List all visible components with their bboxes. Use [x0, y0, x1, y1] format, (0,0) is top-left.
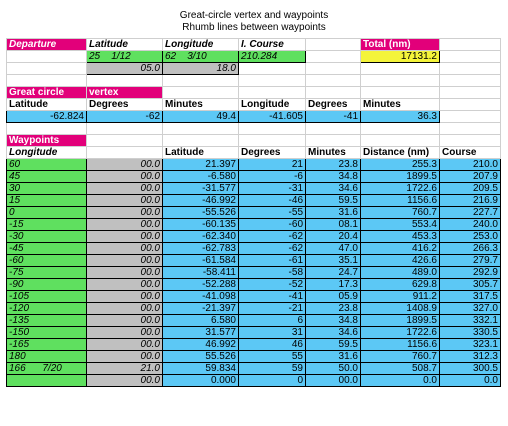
- waypoint-latitude-cell[interactable]: 55.526: [163, 351, 239, 363]
- waypoint-lat-minutes-cell[interactable]: 08.1: [306, 219, 361, 231]
- spacer-row: [7, 75, 501, 87]
- waypoint-longitude-cell[interactable]: -150: [7, 327, 87, 339]
- empty-cell[interactable]: [7, 63, 87, 75]
- waypoint-row: [7, 219, 501, 231]
- waypoint-minutes-cell[interactable]: 00.0: [87, 159, 163, 171]
- waypoint-latitude-cell[interactable]: 21.397: [163, 159, 239, 171]
- total-label[interactable]: Total (nm): [361, 39, 440, 51]
- waypoint-course-cell[interactable]: 253.0: [440, 231, 501, 243]
- latitude-header[interactable]: Latitude: [87, 39, 163, 51]
- waypoint-row: [7, 267, 501, 279]
- total-value-cell[interactable]: 17131.2: [361, 51, 440, 63]
- waypoint-course-cell[interactable]: 323.1: [440, 339, 501, 351]
- waypoint-distance-cell[interactable]: 1156.6: [361, 195, 440, 207]
- waypoint-latitude-cell[interactable]: -52.288: [163, 279, 239, 291]
- waypoint-distance-cell[interactable]: 489.0: [361, 267, 440, 279]
- waypoint-degrees-cell[interactable]: -52: [239, 279, 306, 291]
- departure-decimal-row: [7, 63, 501, 75]
- waypoint-latitude-cell[interactable]: 31.577: [163, 327, 239, 339]
- waypoints-header-cell[interactable]: Longitude: [7, 147, 87, 159]
- empty-cell[interactable]: [306, 39, 361, 51]
- empty-cell[interactable]: [306, 123, 361, 135]
- longitude-header[interactable]: Longitude: [163, 39, 239, 51]
- empty-cell[interactable]: [87, 135, 163, 147]
- empty-cell[interactable]: [361, 87, 440, 99]
- empty-cell[interactable]: [306, 75, 361, 87]
- empty-cell[interactable]: [163, 123, 239, 135]
- empty-cell[interactable]: [361, 135, 440, 147]
- waypoint-distance-cell[interactable]: 1408.9: [361, 303, 440, 315]
- waypoint-longitude-cell[interactable]: -105: [7, 291, 87, 303]
- waypoint-latitude-cell[interactable]: -41.098: [163, 291, 239, 303]
- waypoint-lat-minutes-cell[interactable]: 59.5: [306, 195, 361, 207]
- waypoint-minutes-cell[interactable]: 00.0: [87, 231, 163, 243]
- waypoint-longitude-cell[interactable]: -75: [7, 267, 87, 279]
- empty-cell[interactable]: [7, 75, 87, 87]
- waypoint-minutes-cell[interactable]: 00.0: [87, 183, 163, 195]
- waypoint-lat-minutes-cell[interactable]: 31.6: [306, 351, 361, 363]
- waypoint-degrees-cell[interactable]: 6: [239, 315, 306, 327]
- waypoint-course-cell[interactable]: 210.0: [440, 159, 501, 171]
- vertex-title-row: [7, 87, 501, 99]
- waypoint-row: [7, 183, 501, 195]
- waypoint-row: [7, 243, 501, 255]
- vertex-header-cell[interactable]: Longitude: [239, 99, 306, 111]
- waypoint-lat-minutes-cell[interactable]: 23.8: [306, 159, 361, 171]
- waypoint-degrees-cell[interactable]: 21: [239, 159, 306, 171]
- waypoint-distance-cell[interactable]: 255.3: [361, 159, 440, 171]
- vertex-header-cell[interactable]: Latitude: [7, 99, 87, 111]
- empty-cell[interactable]: [440, 87, 501, 99]
- waypoint-minutes-cell[interactable]: 00.0: [87, 303, 163, 315]
- waypoint-degrees-cell[interactable]: -46: [239, 195, 306, 207]
- waypoint-longitude-cell[interactable]: -60: [7, 255, 87, 267]
- waypoint-course-cell[interactable]: 330.5: [440, 327, 501, 339]
- waypoint-lat-minutes-cell[interactable]: 34.6: [306, 183, 361, 195]
- waypoint-lat-minutes-cell[interactable]: 34.8: [306, 171, 361, 183]
- waypoint-lat-minutes-cell[interactable]: 59.5: [306, 339, 361, 351]
- waypoint-distance-cell[interactable]: 1899.5: [361, 171, 440, 183]
- waypoint-row: [7, 207, 501, 219]
- waypoint-degrees-cell[interactable]: 55: [239, 351, 306, 363]
- empty-cell[interactable]: [440, 39, 501, 51]
- empty-cell[interactable]: [440, 51, 501, 63]
- vertex-label-a[interactable]: Great circle: [7, 87, 87, 99]
- waypoint-latitude-cell[interactable]: 0.000: [163, 375, 239, 387]
- departure-lon-deg: 62: [165, 50, 177, 62]
- waypoints-header-cell[interactable]: Degrees: [239, 147, 306, 159]
- waypoint-degrees-cell[interactable]: -62: [239, 243, 306, 255]
- waypoint-latitude-cell[interactable]: -60.135: [163, 219, 239, 231]
- waypoint-distance-cell[interactable]: 1722.6: [361, 327, 440, 339]
- waypoint-latitude-cell[interactable]: -6.580: [163, 171, 239, 183]
- waypoint-degrees-cell[interactable]: -6: [239, 171, 306, 183]
- waypoint-latitude-cell[interactable]: -62.783: [163, 243, 239, 255]
- waypoint-distance-cell[interactable]: 1722.6: [361, 183, 440, 195]
- waypoint-degrees-cell[interactable]: -31: [239, 183, 306, 195]
- empty-cell[interactable]: [440, 111, 501, 123]
- waypoint-latitude-cell[interactable]: -58.411: [163, 267, 239, 279]
- waypoints-header-cell[interactable]: [87, 147, 163, 159]
- empty-cell[interactable]: [306, 51, 361, 63]
- waypoint-latitude-cell[interactable]: -61.584: [163, 255, 239, 267]
- waypoint-degrees-cell[interactable]: -41: [239, 291, 306, 303]
- departure-course-cell[interactable]: 210.284: [239, 51, 306, 63]
- waypoint-minutes-cell[interactable]: 00.0: [87, 195, 163, 207]
- waypoint-row: [7, 195, 501, 207]
- waypoint-distance-cell[interactable]: 1156.6: [361, 339, 440, 351]
- waypoint-lat-minutes-cell[interactable]: 31.6: [306, 207, 361, 219]
- waypoint-course-cell[interactable]: 209.5: [440, 183, 501, 195]
- empty-cell[interactable]: [239, 135, 306, 147]
- waypoint-minutes-cell[interactable]: 00.0: [87, 327, 163, 339]
- waypoint-course-cell[interactable]: 305.7: [440, 279, 501, 291]
- waypoint-course-cell[interactable]: 332.1: [440, 315, 501, 327]
- waypoint-distance-cell[interactable]: 760.7: [361, 351, 440, 363]
- waypoint-minutes-cell[interactable]: 00.0: [87, 207, 163, 219]
- empty-cell[interactable]: [163, 135, 239, 147]
- waypoint-course-cell[interactable]: 216.9: [440, 195, 501, 207]
- waypoint-degrees-cell[interactable]: 59: [239, 363, 306, 375]
- empty-cell[interactable]: [239, 87, 306, 99]
- vertex-header-cell[interactable]: Degrees: [87, 99, 163, 111]
- waypoint-course-cell[interactable]: 292.9: [440, 267, 501, 279]
- spacer-row: [7, 123, 501, 135]
- departure-lon-frac: 3/10: [187, 50, 207, 62]
- waypoint-lat-minutes-cell[interactable]: 20.4: [306, 231, 361, 243]
- waypoint-course-cell[interactable]: 317.5: [440, 291, 501, 303]
- departure-latitude-cell[interactable]: [87, 51, 163, 63]
- waypoint-degrees-cell[interactable]: 0: [239, 375, 306, 387]
- vertex-header-cell[interactable]: Degrees: [306, 99, 361, 111]
- waypoint-row: [7, 339, 501, 351]
- waypoint-longitude-cell[interactable]: -90: [7, 279, 87, 291]
- departure-lat-deg: 25: [89, 50, 101, 62]
- waypoint-lat-minutes-cell[interactable]: 23.8: [306, 303, 361, 315]
- waypoint-degrees-cell[interactable]: 31: [239, 327, 306, 339]
- waypoint-longitude-cell[interactable]: [7, 375, 87, 387]
- waypoint-minutes-cell[interactable]: 00.0: [87, 339, 163, 351]
- empty-cell[interactable]: [306, 135, 361, 147]
- waypoint-lat-minutes-cell[interactable]: 35.1: [306, 255, 361, 267]
- waypoint-course-cell[interactable]: 327.0: [440, 303, 501, 315]
- waypoint-latitude-cell[interactable]: -46.992: [163, 195, 239, 207]
- waypoint-row: [7, 255, 501, 267]
- waypoint-row: [7, 279, 501, 291]
- waypoint-degrees-cell[interactable]: -21: [239, 303, 306, 315]
- vertex-value-cell[interactable]: -41.605: [239, 111, 306, 123]
- waypoints-header-cell[interactable]: Latitude: [163, 147, 239, 159]
- waypoint-minutes-cell[interactable]: 00.0: [87, 255, 163, 267]
- departure-lat-decimal[interactable]: 05.0: [87, 63, 163, 75]
- waypoint-longitude-cell[interactable]: 45: [7, 171, 87, 183]
- waypoint-row: [7, 171, 501, 183]
- waypoint-row: [7, 327, 501, 339]
- waypoint-longitude-cell[interactable]: -15: [7, 219, 87, 231]
- empty-cell[interactable]: [440, 123, 501, 135]
- waypoint-row: [7, 231, 501, 243]
- waypoint-distance-cell[interactable]: 1899.5: [361, 315, 440, 327]
- waypoint-latitude-cell[interactable]: -31.577: [163, 183, 239, 195]
- waypoint-longitude-cell[interactable]: -30: [7, 231, 87, 243]
- waypoint-distance-cell[interactable]: 760.7: [361, 207, 440, 219]
- waypoint-distance-cell[interactable]: 453.3: [361, 231, 440, 243]
- waypoint-lat-minutes-cell[interactable]: 24.7: [306, 267, 361, 279]
- waypoint-longitude-cell[interactable]: -45: [7, 243, 87, 255]
- vertex-header-cell[interactable]: Minutes: [361, 99, 440, 111]
- empty-cell[interactable]: [87, 75, 163, 87]
- waypoint-course-cell[interactable]: 279.7: [440, 255, 501, 267]
- sheet-subtitle: Rhumb lines between waypoints: [182, 22, 326, 33]
- waypoint-minutes-cell[interactable]: 00.0: [87, 291, 163, 303]
- waypoint-minutes-cell[interactable]: 00.0: [87, 243, 163, 255]
- waypoint-row: [7, 375, 501, 387]
- waypoint-minutes-cell[interactable]: 00.0: [87, 375, 163, 387]
- empty-cell[interactable]: [306, 63, 361, 75]
- waypoint-minutes-cell[interactable]: 21.0: [87, 363, 163, 375]
- sheet-title: Great-circle vertex and waypoints: [179, 10, 329, 21]
- waypoint-row: [7, 303, 501, 315]
- waypoint-distance-cell[interactable]: 0.0: [361, 375, 440, 387]
- waypoint-course-cell[interactable]: 207.9: [440, 171, 501, 183]
- waypoint-row: [7, 363, 501, 375]
- waypoint-distance-cell[interactable]: 426.6: [361, 255, 440, 267]
- waypoint-longitude-cell[interactable]: -165: [7, 339, 87, 351]
- waypoint-latitude-cell[interactable]: -21.397: [163, 303, 239, 315]
- waypoint-course-cell[interactable]: 300.5: [440, 363, 501, 375]
- departure-longitude-cell[interactable]: [163, 51, 239, 63]
- waypoint-distance-cell[interactable]: 629.8: [361, 279, 440, 291]
- empty-cell[interactable]: [239, 75, 306, 87]
- waypoint-longitude-cell[interactable]: 166 7/20: [7, 363, 87, 375]
- waypoint-latitude-cell[interactable]: -55.526: [163, 207, 239, 219]
- waypoints-title-row: [7, 135, 501, 147]
- empty-cell[interactable]: [7, 51, 87, 63]
- waypoint-row: [7, 351, 501, 363]
- vertex-label-b[interactable]: vertex: [87, 87, 163, 99]
- waypoint-longitude-cell[interactable]: 15: [7, 195, 87, 207]
- empty-cell[interactable]: [440, 63, 501, 75]
- departure-label[interactable]: Departure: [7, 39, 87, 51]
- waypoint-distance-cell[interactable]: 508.7: [361, 363, 440, 375]
- empty-cell[interactable]: [306, 87, 361, 99]
- waypoint-lat-minutes-cell[interactable]: 34.6: [306, 327, 361, 339]
- waypoint-degrees-cell[interactable]: -62: [239, 231, 306, 243]
- waypoint-minutes-cell[interactable]: 00.0: [87, 267, 163, 279]
- waypoint-longitude-cell[interactable]: -120: [7, 303, 87, 315]
- spreadsheet-grid: [6, 38, 501, 387]
- vertex-value-cell[interactable]: 36.3: [361, 111, 440, 123]
- waypoint-minutes-cell[interactable]: 00.0: [87, 279, 163, 291]
- vertex-value-cell[interactable]: 49.4: [163, 111, 239, 123]
- waypoints-label[interactable]: Waypoints: [7, 135, 87, 147]
- vertex-value-cell[interactable]: -62: [87, 111, 163, 123]
- waypoint-lat-minutes-cell[interactable]: 47.0: [306, 243, 361, 255]
- waypoint-longitude-cell[interactable]: 0: [7, 207, 87, 219]
- vertex-value-cell[interactable]: -62.824: [7, 111, 87, 123]
- empty-cell[interactable]: [361, 123, 440, 135]
- waypoint-degrees-cell[interactable]: -55: [239, 207, 306, 219]
- waypoint-lat-minutes-cell[interactable]: 34.8: [306, 315, 361, 327]
- departure-header-row: [7, 39, 501, 51]
- waypoint-minutes-cell[interactable]: 00.0: [87, 219, 163, 231]
- waypoint-course-cell[interactable]: 240.0: [440, 219, 501, 231]
- waypoint-minutes-cell[interactable]: 00.0: [87, 171, 163, 183]
- waypoint-lat-minutes-cell[interactable]: 17.3: [306, 279, 361, 291]
- waypoint-longitude-cell[interactable]: -135: [7, 315, 87, 327]
- waypoint-degrees-cell[interactable]: -61: [239, 255, 306, 267]
- waypoint-minutes-cell[interactable]: 00.0: [87, 315, 163, 327]
- vertex-header-cell[interactable]: Minutes: [163, 99, 239, 111]
- empty-cell[interactable]: [7, 123, 87, 135]
- waypoints-header-cell[interactable]: Minutes: [306, 147, 361, 159]
- waypoint-latitude-cell[interactable]: 6.580: [163, 315, 239, 327]
- waypoint-course-cell[interactable]: 227.7: [440, 207, 501, 219]
- departure-values-row: [7, 51, 501, 63]
- empty-cell[interactable]: [163, 75, 239, 87]
- empty-cell[interactable]: [87, 123, 163, 135]
- waypoint-latitude-cell[interactable]: 46.992: [163, 339, 239, 351]
- waypoint-lat-minutes-cell[interactable]: 00.0: [306, 375, 361, 387]
- empty-cell[interactable]: [440, 75, 501, 87]
- vertex-values-row: [7, 111, 501, 123]
- waypoint-degrees-cell[interactable]: 46: [239, 339, 306, 351]
- vertex-value-cell[interactable]: -41: [306, 111, 361, 123]
- waypoints-header-cell[interactable]: Course: [440, 147, 501, 159]
- vertex-header-row: [7, 99, 501, 111]
- waypoint-longitude-cell[interactable]: 60: [7, 159, 87, 171]
- empty-cell[interactable]: [163, 87, 239, 99]
- empty-cell[interactable]: [361, 75, 440, 87]
- waypoint-distance-cell[interactable]: 911.2: [361, 291, 440, 303]
- waypoint-minutes-cell[interactable]: 00.0: [87, 351, 163, 363]
- waypoint-row: [7, 159, 501, 171]
- empty-cell[interactable]: [361, 63, 440, 75]
- waypoint-degrees-cell[interactable]: -58: [239, 267, 306, 279]
- empty-cell[interactable]: [440, 99, 501, 111]
- waypoint-course-cell[interactable]: 312.3: [440, 351, 501, 363]
- empty-cell[interactable]: [239, 123, 306, 135]
- waypoint-lat-minutes-cell[interactable]: 50.0: [306, 363, 361, 375]
- waypoint-lat-minutes-cell[interactable]: 05.9: [306, 291, 361, 303]
- departure-lat-frac: 1/12: [111, 50, 131, 62]
- waypoint-row: [7, 315, 501, 327]
- waypoints-header-cell[interactable]: Distance (nm): [361, 147, 440, 159]
- waypoints-header-row: [7, 147, 501, 159]
- course-header[interactable]: I. Course: [239, 39, 306, 51]
- waypoint-row: [7, 291, 501, 303]
- waypoint-course-cell[interactable]: 266.3: [440, 243, 501, 255]
- waypoint-degrees-cell[interactable]: -60: [239, 219, 306, 231]
- departure-lon-decimal[interactable]: 18.0: [163, 63, 239, 75]
- waypoint-latitude-cell[interactable]: -62.340: [163, 231, 239, 243]
- waypoint-longitude-cell[interactable]: 180: [7, 351, 87, 363]
- waypoint-latitude-cell[interactable]: 59.834: [163, 363, 239, 375]
- waypoint-distance-cell[interactable]: 553.4: [361, 219, 440, 231]
- empty-cell[interactable]: [239, 63, 306, 75]
- waypoint-course-cell[interactable]: 0.0: [440, 375, 501, 387]
- empty-cell[interactable]: [440, 135, 501, 147]
- waypoint-distance-cell[interactable]: 416.2: [361, 243, 440, 255]
- spreadsheet: [6, 38, 501, 387]
- waypoint-longitude-cell[interactable]: 30: [7, 183, 87, 195]
